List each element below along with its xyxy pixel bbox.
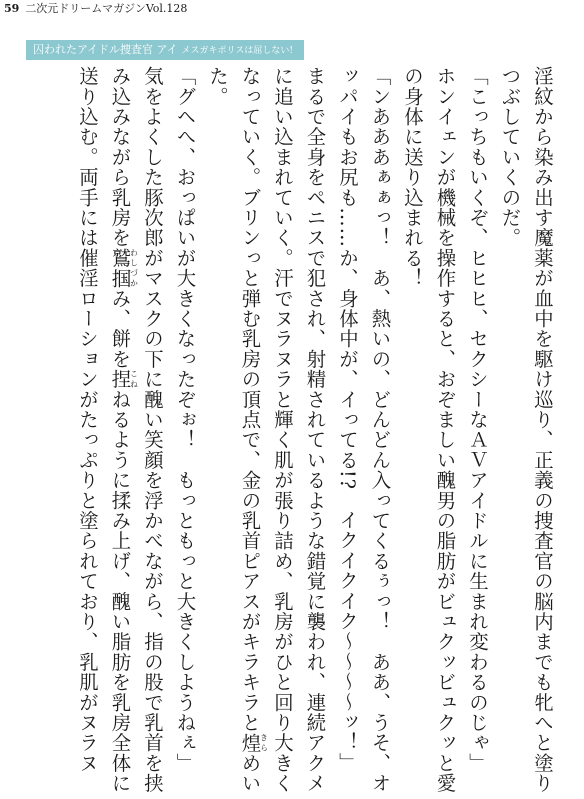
paragraph-3: ホンイェンが機械を操作すると、おぞましい醜男の脂肪がビュクッビュクッと愛の身体に送り込まれる！ — [401, 66, 457, 794]
paragraph-7 — [71, 66, 169, 796]
vertical-text-body — [20, 66, 558, 796]
story-subtitle: メスガキポリスは屈しない! — [181, 46, 293, 56]
ruby-kone — [108, 369, 139, 390]
paragraph-5-text: まるで全身をペニスで犯され、射精されているような錯覚に襲われ、連続アクメに追い込まれていく。汗でヌラヌラと輝く肌が張り詰め、乳房がひと回り大きくなっていく。ブリンっと弾む乳房の頂点で、金の乳首ピアスがキラキラと — [238, 66, 327, 794]
story-title: 囚われたアイドル捜査官 アイ — [33, 43, 178, 56]
ruby-kone-reading: こね — [129, 369, 139, 390]
ruby-kone-base: 捏 — [108, 369, 132, 390]
paragraph-6: 「グヘへ、おっぱいが大きくなったぞぉ！ もっともっと大きくしようねぇ」 — [173, 66, 197, 773]
ruby-kira-base: 煌 — [238, 732, 262, 753]
ruby-kira-reading: きら — [259, 732, 269, 753]
paragraph-5 — [201, 66, 331, 796]
page-header — [4, 2, 187, 16]
paragraph-7-text-b: み、餅を — [108, 288, 132, 370]
story-title-banner — [26, 40, 304, 60]
paragraph-7-text-c: ねるように揉み上げ、醜い脂肪を乳房全体に送り込む。両手には催淫ローションがたっぷりと塗られており、乳肌がヌラヌ — [76, 66, 132, 794]
paragraph-4: 「ンあああぁぁっ！ あ、熱いの、どんどん入ってくるぅっ！ ああ、うそ、オッパイもお尻も……か、身体中が、イってる!? イクイクイク～～～～ッ！」 — [336, 66, 392, 794]
paragraph-2: 「こっちもいくぞ、ヒヒヒ、セクシーなＡＶアイドルに生まれ変わるのじゃ」 — [466, 66, 489, 773]
ruby-washizuka-reading: わしづか — [129, 247, 139, 289]
ruby-washizuka-base: 鷲掴 — [108, 247, 132, 289]
page-number: 59 — [4, 2, 20, 15]
ruby-washizuka — [108, 247, 139, 289]
ruby-kira — [238, 732, 269, 753]
paragraph-1: 淫紋から染み出す魔薬が血中を駆け巡り、正義の捜査官の脳内までも牝へと塗りつぶしていくのだ。 — [498, 66, 554, 794]
paragraph-5-tail: めいた。 — [206, 66, 262, 794]
paragraph-7-text-a: 気をよくした豚次郎がマスクの下に醜い笑顔を浮かべながら、指の股で乳首を挟み込みながら乳房を — [108, 66, 164, 794]
magazine-title: 二次元ドリームマガジンVol.128 — [25, 2, 188, 15]
